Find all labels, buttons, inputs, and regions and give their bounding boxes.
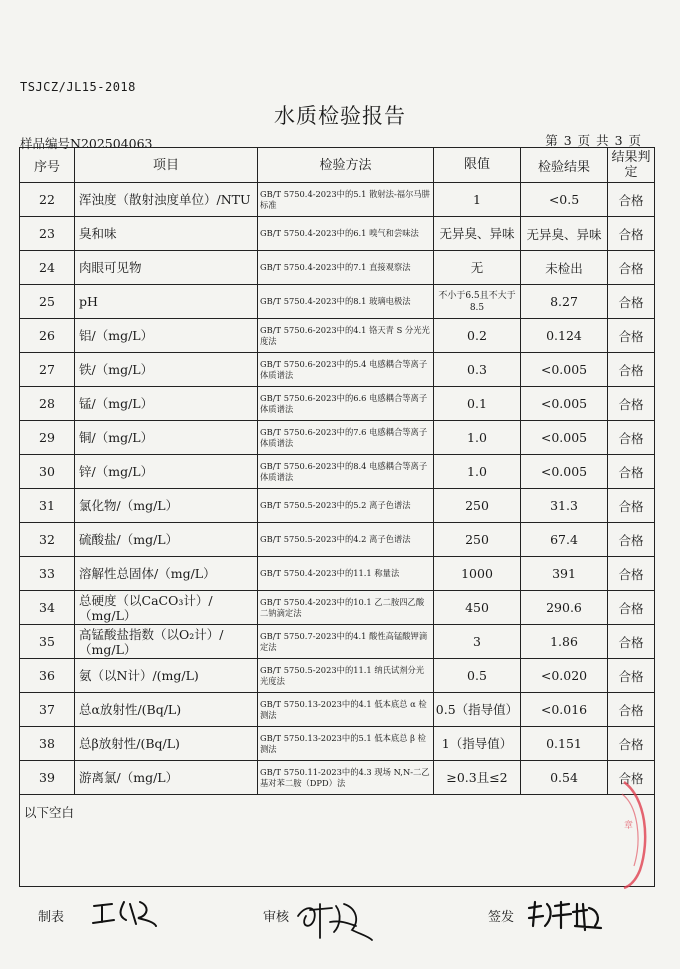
table-row [20, 659, 655, 693]
table-row [20, 727, 655, 761]
verdict: 合格 [608, 421, 655, 455]
table-header-row [20, 148, 655, 183]
test-result: 0.151 [521, 727, 608, 761]
test-result: <0.005 [521, 455, 608, 489]
row-number: 39 [20, 761, 75, 795]
test-method: GB/T 5750.5-2023中的5.2 离子色谱法 [258, 489, 434, 523]
test-result: <0.020 [521, 659, 608, 693]
row-number: 34 [20, 591, 75, 625]
approved-by-label: 签发 [488, 910, 515, 925]
test-result: 391 [521, 557, 608, 591]
row-number: 28 [20, 387, 75, 421]
verdict: 合格 [608, 693, 655, 727]
test-result: 0.124 [521, 319, 608, 353]
row-number: 27 [20, 353, 75, 387]
test-item: 游离氯/（mg/L） [75, 761, 258, 795]
table-row [20, 217, 655, 251]
sample-number: 样品编号N202504063 [20, 136, 153, 151]
limit-value: 0.5 [434, 659, 521, 693]
test-item: 铁/（mg/L） [75, 353, 258, 387]
test-item: 氨（以N计）/(mg/L) [75, 659, 258, 693]
verdict: 合格 [608, 353, 655, 387]
test-result: <0.005 [521, 353, 608, 387]
column-header-limit: 限值 [434, 148, 521, 183]
test-item: 锌/（mg/L） [75, 455, 258, 489]
limit-value: 1 [434, 183, 521, 217]
test-result: <0.016 [521, 693, 608, 727]
test-method: GB/T 5750.5-2023中的4.2 离子色谱法 [258, 523, 434, 557]
limit-value: 1.0 [434, 455, 521, 489]
limit-value: 无 [434, 251, 521, 285]
column-header-no: 序号 [20, 148, 75, 183]
limit-value: 250 [434, 523, 521, 557]
verdict: 合格 [608, 659, 655, 693]
table-row [20, 421, 655, 455]
table-row [20, 251, 655, 285]
table-row [20, 353, 655, 387]
verdict: 合格 [608, 523, 655, 557]
table-row [20, 761, 655, 795]
verdict: 合格 [608, 591, 655, 625]
table-row [20, 523, 655, 557]
verdict: 合格 [608, 387, 655, 421]
test-method: GB/T 5750.4-2023中的11.1 称量法 [258, 557, 434, 591]
approver-signature [525, 896, 605, 934]
column-header-method: 检验方法 [258, 148, 434, 183]
test-item: 臭和味 [75, 217, 258, 251]
table-row [20, 183, 655, 217]
row-number: 25 [20, 285, 75, 319]
test-item: 肉眼可见物 [75, 251, 258, 285]
column-header-item: 项目 [75, 148, 258, 183]
verdict: 合格 [608, 319, 655, 353]
test-item: 氯化物/（mg/L） [75, 489, 258, 523]
test-item: 铝/（mg/L） [75, 319, 258, 353]
row-number: 38 [20, 727, 75, 761]
row-number: 29 [20, 421, 75, 455]
limit-value: 0.5（指导值） [434, 693, 521, 727]
test-result: 8.27 [521, 285, 608, 319]
table-row [20, 489, 655, 523]
reviewer-signature [290, 896, 375, 946]
limit-value: 1.0 [434, 421, 521, 455]
column-header-result: 检验结果 [521, 148, 608, 183]
table-body [20, 183, 655, 795]
test-result: 31.3 [521, 489, 608, 523]
limit-value: 3 [434, 625, 521, 659]
test-method: GB/T 5750.4-2023中的8.1 玻璃电极法 [258, 285, 434, 319]
limit-value: 0.1 [434, 387, 521, 421]
table-row [20, 557, 655, 591]
test-result: 无异臭、异味 [521, 217, 608, 251]
limit-value: 0.3 [434, 353, 521, 387]
row-number: 35 [20, 625, 75, 659]
test-method: GB/T 5750.4-2023中的7.1 直接观察法 [258, 251, 434, 285]
test-item: 溶解性总固体/（mg/L） [75, 557, 258, 591]
test-result: <0.005 [521, 387, 608, 421]
table-row [20, 591, 655, 625]
test-method: GB/T 5750.6-2023中的6.6 电感耦合等离子体质谱法 [258, 387, 434, 421]
limit-value: 0.2 [434, 319, 521, 353]
verdict: 合格 [608, 557, 655, 591]
test-item: 总α放射性/(Bq/L) [75, 693, 258, 727]
test-item: 浑浊度（散射浊度单位）/NTU [75, 183, 258, 217]
test-method: GB/T 5750.13-2023中的5.1 低本底总 β 检测法 [258, 727, 434, 761]
blank-row [20, 795, 655, 887]
test-result: 1.86 [521, 625, 608, 659]
test-method: GB/T 5750.4-2023中的10.1 乙二胺四乙酸二钠滴定法 [258, 591, 434, 625]
limit-value: 无异臭、异味 [434, 217, 521, 251]
test-result: <0.5 [521, 183, 608, 217]
column-header-verdict: 结果判定 [608, 148, 655, 183]
row-number: 33 [20, 557, 75, 591]
row-number: 32 [20, 523, 75, 557]
verdict: 合格 [608, 625, 655, 659]
results-table [19, 147, 655, 887]
inspection-seal [620, 780, 650, 890]
reviewed-by-label: 审核 [263, 910, 290, 925]
verdict: 合格 [608, 183, 655, 217]
test-method: GB/T 5750.6-2023中的7.6 电感耦合等离子体质谱法 [258, 421, 434, 455]
row-number: 37 [20, 693, 75, 727]
test-method: GB/T 5750.4-2023中的5.1 散射法-福尔马肼标准 [258, 183, 434, 217]
prepared-by-label: 制表 [38, 910, 65, 925]
verdict: 合格 [608, 455, 655, 489]
table-row [20, 455, 655, 489]
table-row [20, 625, 655, 659]
test-method: GB/T 5750.5-2023中的11.1 纳氏试剂分光光度法 [258, 659, 434, 693]
test-result: 67.4 [521, 523, 608, 557]
blank-note: 以下空白 [20, 795, 655, 887]
row-number: 24 [20, 251, 75, 285]
test-item: pH [75, 285, 258, 319]
test-result: 未检出 [521, 251, 608, 285]
verdict: 合格 [608, 489, 655, 523]
test-item: 锰/（mg/L） [75, 387, 258, 421]
test-item: 硫酸盐/（mg/L） [75, 523, 258, 557]
test-method: GB/T 5750.6-2023中的4.1 铬天青 S 分光光度法 [258, 319, 434, 353]
test-item: 铜/（mg/L） [75, 421, 258, 455]
document-title: 水质检验报告 [274, 104, 406, 128]
table-row [20, 319, 655, 353]
test-result: <0.005 [521, 421, 608, 455]
test-method: GB/T 5750.6-2023中的5.4 电感耦合等离子体质谱法 [258, 353, 434, 387]
verdict: 合格 [608, 251, 655, 285]
row-number: 36 [20, 659, 75, 693]
test-item: 总β放射性/(Bq/L) [75, 727, 258, 761]
row-number: 23 [20, 217, 75, 251]
test-result: 0.54 [521, 761, 608, 795]
limit-value: 1000 [434, 557, 521, 591]
test-method: GB/T 5750.13-2023中的4.1 低本底总 α 检测法 [258, 693, 434, 727]
verdict: 合格 [608, 285, 655, 319]
table-row [20, 285, 655, 319]
test-method: GB/T 5750.6-2023中的8.4 电感耦合等离子体质谱法 [258, 455, 434, 489]
preparer-signature [90, 896, 160, 930]
row-number: 31 [20, 489, 75, 523]
table-row [20, 387, 655, 421]
svg-text:章: 章 [624, 821, 634, 831]
limit-value: 250 [434, 489, 521, 523]
row-number: 26 [20, 319, 75, 353]
table-row [20, 693, 655, 727]
limit-value: ≥0.3且≤2 [434, 761, 521, 795]
test-item: 总硬度（以CaCO₃计）/（mg/L） [75, 591, 258, 625]
limit-value: 1（指导值） [434, 727, 521, 761]
document-code: TSJCZ/JL15-2018 [20, 80, 136, 94]
verdict: 合格 [608, 761, 655, 795]
verdict: 合格 [608, 727, 655, 761]
row-number: 22 [20, 183, 75, 217]
row-number: 30 [20, 455, 75, 489]
test-result: 290.6 [521, 591, 608, 625]
test-method: GB/T 5750.7-2023中的4.1 酸性高锰酸钾滴定法 [258, 625, 434, 659]
test-method: GB/T 5750.11-2023中的4.3 现场 N,N-二乙基对苯二胺（DPD）法 [258, 761, 434, 795]
page-info: 第 3 页 共 3 页 [545, 133, 642, 148]
limit-value: 不小于6.5且不大于8.5 [434, 285, 521, 319]
limit-value: 450 [434, 591, 521, 625]
test-method: GB/T 5750.4-2023中的6.1 嗅气和尝味法 [258, 217, 434, 251]
test-item: 高锰酸盐指数（以O₂计）/（mg/L） [75, 625, 258, 659]
verdict: 合格 [608, 217, 655, 251]
